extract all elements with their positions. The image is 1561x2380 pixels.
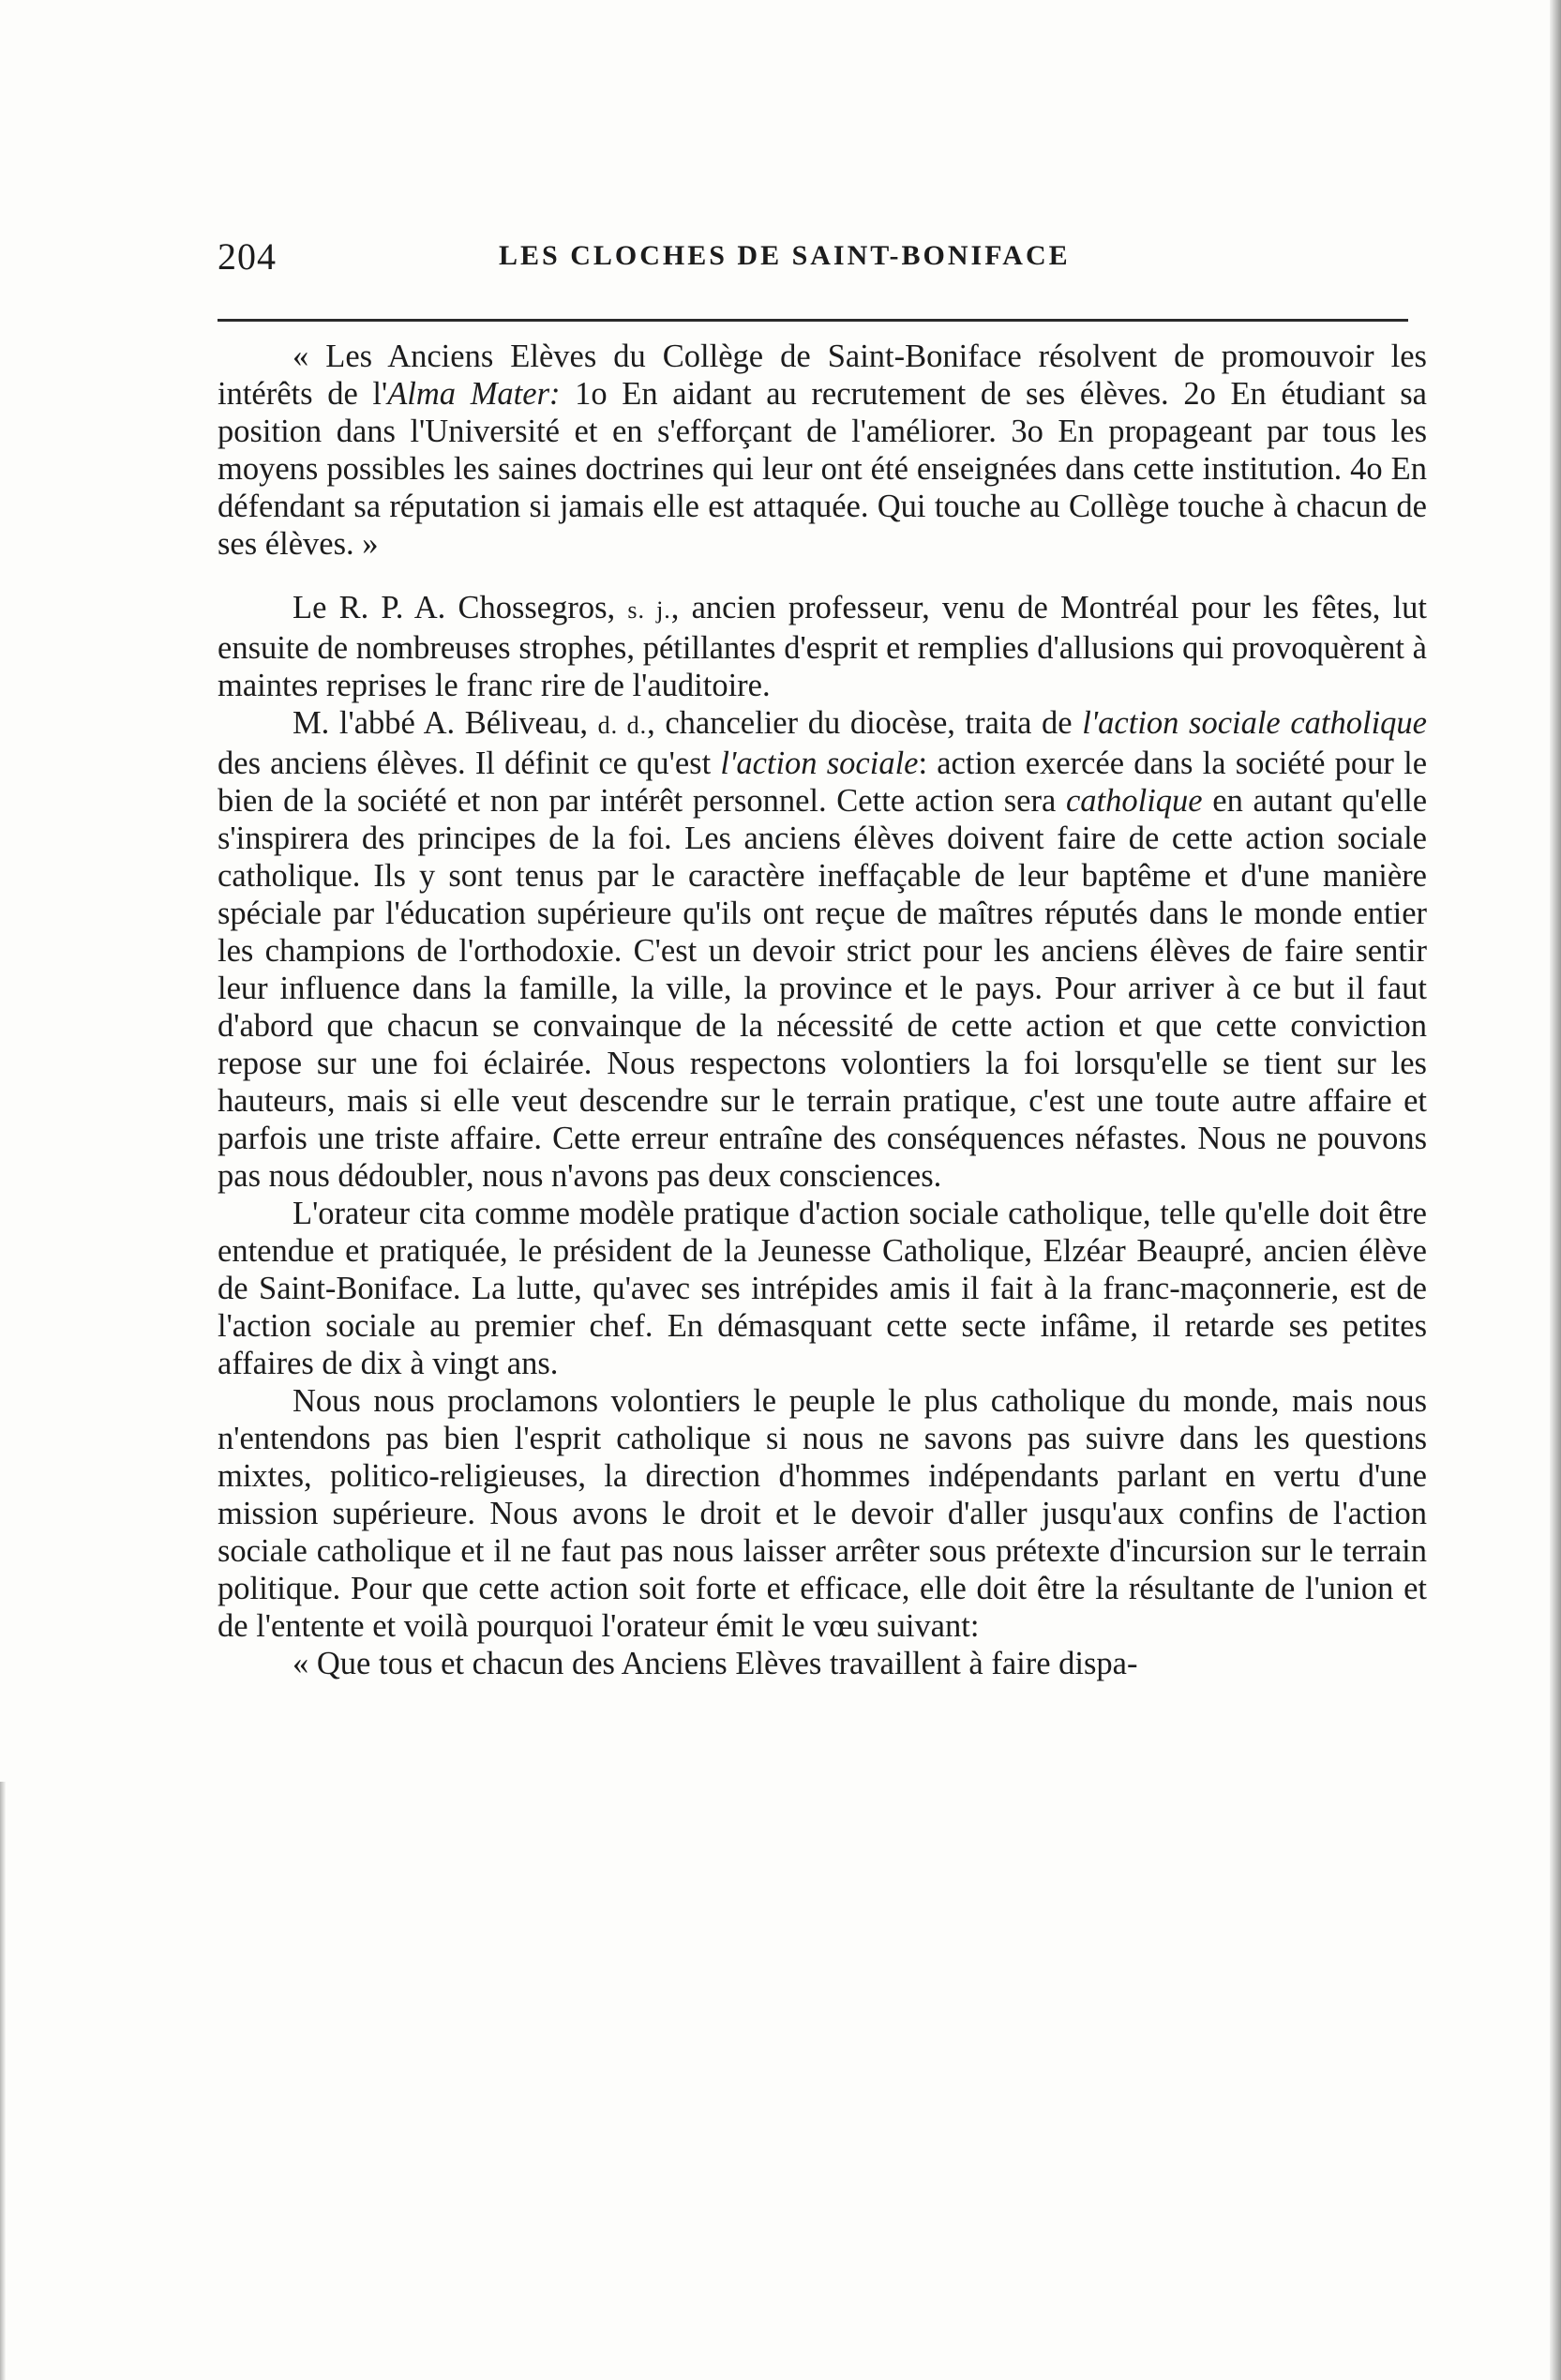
text-run: , chancelier du diocèse, traita de: [647, 705, 1083, 741]
running-title: LES CLOCHES DE SAINT-BONIFACE: [499, 240, 1071, 271]
italic-run: l'action sociale: [720, 746, 919, 781]
paragraph-resolution: [218, 338, 1427, 563]
scan-shadow-left: [0, 1782, 6, 2380]
text-run: : action exercée dans la société pour le bien de la société et non par intérêt personnel. Cette action sera: [218, 746, 1428, 819]
paragraph-beliveau: [218, 704, 1427, 1195]
text-run: « Que tous et chacun des Anciens Elèves travaillent à faire dispa-: [293, 1646, 1138, 1681]
text-run: « Les Anciens Elèves du Collège de Saint-Boniface résolvent de promouvoir les intérêts de l': [218, 339, 1427, 412]
text-run: M. l'abbé A. Béliveau,: [293, 705, 598, 741]
paragraph-voeu: [218, 1645, 1427, 1682]
italic-run: l'action sociale catholique: [1082, 705, 1427, 741]
paragraph-chossegros: [218, 589, 1427, 704]
italic-run: Alma Mater:: [387, 376, 561, 412]
scan-shadow-right: [1550, 0, 1561, 2380]
smallcaps-run: s. j.: [627, 596, 671, 624]
text-run: 1o En aidant au recrutement de ses élèves. 2o En étudiant sa position dans l'Université et en s'efforçant de l'améliorer. 3o En propageant par tous les moyens possibles les saines doctrines qui leur ont été enseignées dans cette institution. 4o En défendant sa réputation si jamais elle est attaquée. Qui touche au Collège touche à chacun de ses élèves. »: [218, 376, 1427, 562]
text-run: Nous nous proclamons volontiers le peuple le plus catholique du monde, mais nous n'entendons pas bien l'esprit catholique si nous ne savons pas suivre dans les questions mixtes, politico-religieuses, la direction d'hommes indépendants parlant en vertu d'une mission supérieure. Nous avons le droit et le devoir d'aller jusqu'aux confins de l'action sociale catholique et il ne faut pas nous laisser arrêter sous prétexte d'incursion sur le terrain politique. Pour que cette action soit forte et efficace, elle doit être la résultante de l'union et de l'entente et voilà pourquoi l'orateur émit le vœu suivant:: [218, 1383, 1427, 1644]
smallcaps-run: d. d.: [597, 712, 648, 739]
body-text: [218, 338, 1427, 1682]
header-rule: [218, 319, 1408, 322]
italic-run: catholique: [1065, 783, 1203, 819]
text-run: en autant qu'elle s'inspirera des principes de la foi. Les anciens élèves doivent faire de cette action sociale catholique. Ils y sont tenus par le caractère ineffaçable de leur baptême et d'une manière spéciale par l'éducation supérieure qu'ils ont reçue de maîtres réputés dans le monde entier les champions de l'orthodoxie. C'est un devoir strict pour les anciens élèves de faire sentir leur influence dans la famille, la ville, la province et le pays. Pour arriver à ce but il faut d'abord que chacun se convainque de la nécessité de cette action et que cette conviction repose sur une foi éclairée. Nous respectons volontiers la foi lorsqu'elle se tient sur les hauteurs, mais si elle veut descendre sur le terrain pratique, c'est une toute autre affaire et parfois une triste affaire. Cette erreur entraîne des conséquences néfastes. Nous ne pouvons pas nous dédoubler, nous n'avons pas deux consciences.: [218, 783, 1428, 1194]
text-run: , ancien professeur, venu de Montréal pour les fêtes, lut ensuite de nombreuses strophes, pétillantes d'esprit et remplies d'allusions qui provoquèrent à maintes reprises le franc rire de l'auditoire.: [218, 590, 1428, 703]
page-header: [218, 234, 1406, 291]
page-number: 204: [218, 235, 277, 278]
text-run: Le R. P. A. Chossegros,: [293, 590, 628, 625]
text-run: L'orateur cita comme modèle pratique d'action sociale catholique, telle qu'elle doit être entendue et pratiquée, le président de la Jeunesse Catholique, Elzéar Beaupré, ancien élève de Saint-Boniface. La lutte, qu'avec ses intrépides amis il fait à la franc-maçonnerie, est de l'action sociale au premier chef. En démasquant cette secte infâme, il retarde ses petites affaires de dix à vingt ans.: [218, 1196, 1427, 1381]
paragraph-orateur: [218, 1195, 1427, 1382]
paragraph-peuple: [218, 1382, 1427, 1645]
text-run: des anciens élèves. Il définit ce qu'est: [218, 746, 721, 781]
